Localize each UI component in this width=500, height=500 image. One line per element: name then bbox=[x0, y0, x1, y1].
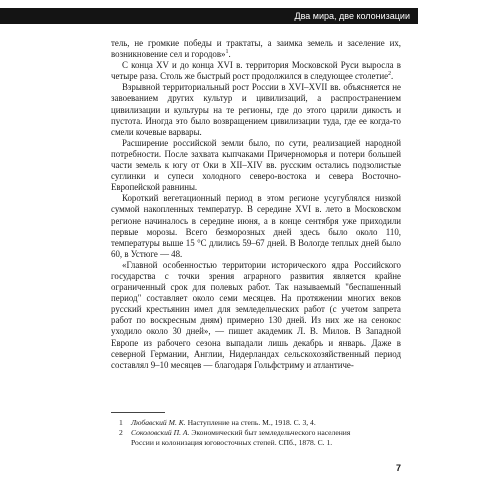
footnote-2 bbox=[111, 428, 401, 438]
paragraph-2 bbox=[111, 60, 401, 82]
footnotes bbox=[111, 418, 401, 448]
paragraph-2-end: . bbox=[391, 71, 394, 82]
footnote-1-text: Наступление на степь. М., 1918. С. 3, 4. bbox=[185, 418, 316, 427]
footnote-ref-2: 2 bbox=[388, 71, 392, 78]
footnote-1-number: 1 bbox=[119, 418, 123, 427]
footnote-2-continuation: России и колонизация юговосточных степей. СПб., 1878. С. 1. bbox=[131, 438, 333, 447]
paragraph-4: Расширение российской земли было, по сути, реализацией народной потребности. После захвата кыпчаками Причерноморья и потери большей части земель к югу от Оки в XII–XIV вв. русским остались подзолистые суглинки и супеси холодного северо-востока и севера Восточно-Европейской равнины. bbox=[111, 137, 401, 193]
paragraph-2-text: С конца XV и до конца XVI в. территория Московской Руси выросла в четыре раза. Столь же быстрый рост продолжился в следующее столетие bbox=[111, 60, 401, 82]
paragraph-1 bbox=[111, 38, 401, 60]
footnote-separator bbox=[111, 412, 165, 413]
paragraph-1-text: тель, не громкие победы и трактаты, а заимка земель и заселение их, возникновение сел и городов» bbox=[111, 38, 401, 60]
footnote-ref-1: 1 bbox=[225, 49, 229, 56]
footnote-2-author: Соколовский П. А. bbox=[131, 428, 190, 437]
page-number: 7 bbox=[395, 463, 401, 473]
main-text bbox=[111, 38, 401, 371]
paragraph-5: Короткий вегетационный период в этом регионе усугублялся низкой суммой накопленных температур. В середине XVI в. лето в Московском регионе начиналось в середине июня, а в конце сентября уже приходили первые морозы. Всего безморозных дней здесь было около 110, температуры выше 15 °С длились 59–67 дней. В Вологде теплых дней было 60, в Устюге — 48. bbox=[111, 193, 401, 259]
paragraph-6: «Главной особенностью территории исторического ядра Российского государства с точки зрения аграрного развития является крайне ограниченный срок для полевых работ. Так называемый "беспашенный период" составляет около семи месяцев. На протяжении многих веков русский крестьянин имел для земледельческих работ (с учетом запрета работ по воскресным дням) примерно 130 дней. Из них же на сенокос уходило около 30 дней», — пишет академик Л. В. Милов. В Западной Европе из рабочего сезона выпадали лишь декабрь и январь. Даже в северной Германии, Англии, Нидерландах сельскохозяйственный период составлял 9–10 месяцев — благодаря Гольфстриму и атлантиче- bbox=[111, 259, 401, 370]
paragraph-1-end: . bbox=[228, 49, 231, 60]
footnote-1-author: Любавский М. К. bbox=[131, 418, 186, 427]
running-head: Два мира, две колонизации bbox=[294, 11, 410, 21]
paragraph-3: Взрывной территориальный рост России в XVI–XVII вв. объясняется не завоеванием других культур и цивилизаций, а распространением цивилизации и культуры на те регионы, где до этого царили дикость и пустота. Иногда это было возвращением цивилизации туда, где ее когда-то смели кочевые варвары. bbox=[111, 82, 401, 137]
footnote-2-number: 2 bbox=[119, 428, 123, 437]
footnote-1 bbox=[111, 418, 401, 428]
footnote-2-text: Экономический быт земледельческого населения bbox=[189, 428, 351, 437]
